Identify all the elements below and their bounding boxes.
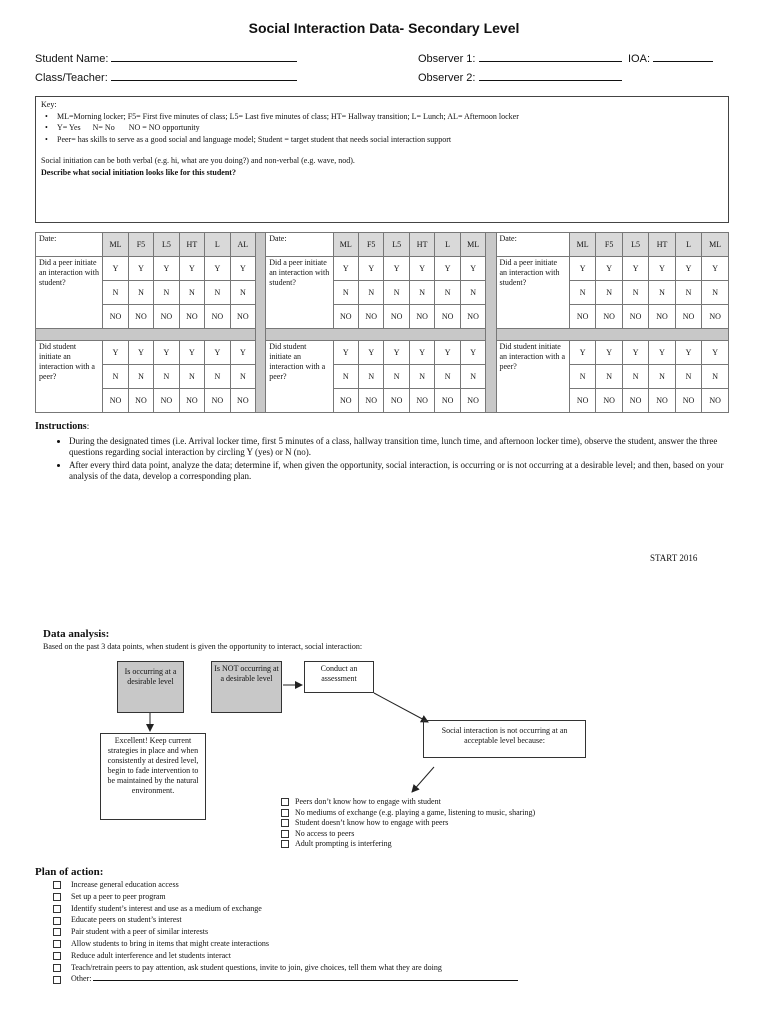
- observer1-label: Observer 1:: [418, 53, 476, 65]
- instruction-item: • During the designated times (i.e. Arrival locker time, first 5 minutes of a class, hallway transition time, lunch time, and afternoon locker time), observe the student, answer the three questions regarding social interaction by circling Y (yes) or N (no).: [69, 436, 735, 458]
- response-no-opportunity[interactable]: NO: [460, 389, 485, 413]
- response-yes[interactable]: Y: [460, 341, 485, 365]
- response-yes[interactable]: Y: [179, 257, 204, 281]
- data-analysis-heading: Data analysis:: [43, 628, 110, 640]
- plan-item[interactable]: Identify student’s interest and use as a medium of exchange: [53, 903, 518, 915]
- question-student-initiates: Did student initiate an interaction with a peer?: [266, 341, 333, 413]
- response-yes[interactable]: Y: [622, 341, 648, 365]
- key-heading: Key:: [41, 100, 57, 109]
- response-yes[interactable]: Y: [596, 257, 622, 281]
- checkbox[interactable]: [53, 893, 61, 901]
- observer2-label: Observer 2:: [418, 72, 476, 84]
- response-no-opportunity[interactable]: NO: [384, 305, 409, 329]
- plan-item[interactable]: Set up a peer to peer program: [53, 891, 518, 903]
- response-yes[interactable]: Y: [569, 341, 595, 365]
- col-header: ML: [103, 233, 128, 257]
- response-no-opportunity[interactable]: NO: [702, 305, 729, 329]
- response-yes[interactable]: Y: [649, 257, 675, 281]
- response-yes[interactable]: Y: [179, 341, 204, 365]
- response-yes[interactable]: Y: [154, 257, 179, 281]
- checkbox[interactable]: [53, 881, 61, 889]
- response-no[interactable]: N: [154, 365, 179, 389]
- response-yes[interactable]: Y: [702, 257, 729, 281]
- response-yes[interactable]: Y: [596, 341, 622, 365]
- date-cell[interactable]: Date:: [496, 233, 569, 257]
- plan-item[interactable]: Educate peers on student’s interest: [53, 914, 518, 926]
- checkbox[interactable]: [53, 952, 61, 960]
- response-no[interactable]: N: [569, 281, 595, 305]
- response-yes[interactable]: Y: [358, 341, 383, 365]
- plan-item-other[interactable]: Other:: [53, 973, 518, 985]
- response-no[interactable]: N: [358, 281, 383, 305]
- response-yes[interactable]: Y: [333, 341, 358, 365]
- response-no[interactable]: N: [649, 281, 675, 305]
- response-no[interactable]: N: [435, 365, 460, 389]
- response-no-opportunity[interactable]: NO: [460, 305, 485, 329]
- response-no[interactable]: N: [358, 365, 383, 389]
- plan-heading: Plan of action:: [35, 866, 104, 878]
- class-teacher-label: Class/Teacher:: [35, 72, 108, 84]
- response-no-opportunity[interactable]: NO: [333, 305, 358, 329]
- checkbox[interactable]: [281, 798, 289, 806]
- response-yes[interactable]: Y: [103, 257, 128, 281]
- response-yes[interactable]: Y: [384, 257, 409, 281]
- checkbox[interactable]: [53, 917, 61, 925]
- response-no[interactable]: N: [649, 365, 675, 389]
- response-no-opportunity[interactable]: NO: [154, 389, 179, 413]
- response-no[interactable]: N: [179, 365, 204, 389]
- plan-item[interactable]: Reduce adult interference and let students interact: [53, 950, 518, 962]
- response-no[interactable]: N: [569, 365, 595, 389]
- col-header: AL: [230, 233, 255, 257]
- question-peer-initiates: Did a peer initiate an interaction with student?: [266, 257, 333, 329]
- response-no[interactable]: N: [179, 281, 204, 305]
- response-no-opportunity[interactable]: NO: [358, 389, 383, 413]
- reason-item[interactable]: Student doesn’t know how to engage with peers: [281, 818, 535, 829]
- plan-item[interactable]: Allow students to bring in items that might create interactions: [53, 938, 518, 950]
- response-no-opportunity[interactable]: NO: [435, 389, 460, 413]
- plan-list: [53, 879, 518, 985]
- response-yes[interactable]: Y: [128, 257, 153, 281]
- response-no[interactable]: N: [675, 365, 701, 389]
- response-no[interactable]: N: [702, 365, 729, 389]
- response-no[interactable]: N: [460, 281, 485, 305]
- page-title: Social Interaction Data- Secondary Level: [248, 20, 520, 36]
- checkbox[interactable]: [281, 840, 289, 848]
- col-header: ML: [569, 233, 595, 257]
- response-yes[interactable]: Y: [435, 341, 460, 365]
- response-no-opportunity[interactable]: NO: [205, 389, 230, 413]
- response-no[interactable]: N: [675, 281, 701, 305]
- key-bullet: • Peer= has skills to serve as a good social and language model; Student = target student that needs social interaction support: [57, 134, 723, 146]
- checkbox[interactable]: [53, 928, 61, 936]
- col-header: ML: [333, 233, 358, 257]
- ioa-label: IOA:: [628, 53, 651, 65]
- response-no-opportunity[interactable]: NO: [409, 389, 434, 413]
- instruction-item: • After every third data point, analyze the data; determine if, when given the opportunity, social interaction, is occurring or is not occurring at a desirable level; and then, based on your analysis of the data, develop a corresponding plan.: [69, 460, 735, 482]
- plan-item[interactable]: Increase general education access: [53, 879, 518, 891]
- response-yes[interactable]: Y: [460, 257, 485, 281]
- response-no-opportunity[interactable]: NO: [675, 389, 701, 413]
- student-name-label: Student Name:: [35, 53, 109, 65]
- response-yes[interactable]: Y: [358, 257, 383, 281]
- response-yes[interactable]: Y: [154, 341, 179, 365]
- col-header: F5: [128, 233, 153, 257]
- col-header: L5: [622, 233, 648, 257]
- checkbox[interactable]: [53, 964, 61, 972]
- response-yes[interactable]: Y: [205, 257, 230, 281]
- col-header: HT: [409, 233, 434, 257]
- instructions-heading: Instructions: [35, 421, 87, 432]
- response-no[interactable]: N: [230, 365, 255, 389]
- response-no[interactable]: N: [622, 365, 648, 389]
- response-no-opportunity[interactable]: NO: [128, 389, 153, 413]
- box-not-occurring: Is NOT occurring at a desirable level: [211, 661, 282, 713]
- response-no[interactable]: N: [103, 281, 128, 305]
- response-no-opportunity[interactable]: NO: [128, 305, 153, 329]
- response-yes[interactable]: Y: [649, 341, 675, 365]
- plan-item[interactable]: Teach/retrain peers to pay attention, ask student questions, invite to join, give choices, tell them what they are doing: [53, 962, 518, 974]
- response-no-opportunity[interactable]: NO: [622, 305, 648, 329]
- question-peer-initiates: Did a peer initiate an interaction with student?: [496, 257, 569, 329]
- response-yes[interactable]: Y: [569, 257, 595, 281]
- response-no-opportunity[interactable]: NO: [569, 389, 595, 413]
- box-assessment: Conduct an assessment: [304, 661, 374, 693]
- response-no-opportunity[interactable]: NO: [358, 305, 383, 329]
- response-yes[interactable]: Y: [230, 341, 255, 365]
- response-no-opportunity[interactable]: NO: [596, 305, 622, 329]
- response-yes[interactable]: Y: [675, 341, 701, 365]
- response-no[interactable]: N: [154, 281, 179, 305]
- col-header: L5: [154, 233, 179, 257]
- col-header: L5: [384, 233, 409, 257]
- response-no[interactable]: N: [205, 365, 230, 389]
- response-yes[interactable]: Y: [622, 257, 648, 281]
- response-no-opportunity[interactable]: NO: [435, 305, 460, 329]
- checkbox[interactable]: [53, 976, 61, 984]
- question-peer-initiates: Did a peer initiate an interaction with student?: [36, 257, 103, 329]
- data-analysis-subheading: Based on the past 3 data points, when student is given the opportunity to interact, social interaction:: [43, 642, 363, 651]
- question-student-initiates: Did student initiate an interaction with a peer?: [36, 341, 103, 413]
- footer-code: START 2016: [650, 553, 698, 563]
- box-occurring: Is occurring at a desirable level: [117, 661, 184, 713]
- col-header: L: [435, 233, 460, 257]
- response-no-opportunity[interactable]: NO: [179, 305, 204, 329]
- response-no[interactable]: N: [409, 281, 434, 305]
- response-yes[interactable]: Y: [333, 257, 358, 281]
- checkbox[interactable]: [281, 830, 289, 838]
- response-no[interactable]: N: [103, 365, 128, 389]
- box-excellent: Excellent! Keep current strategies in place and when consistently at desired level, begin to fade intervention to be maintained by the natural environment.: [100, 733, 206, 820]
- response-yes[interactable]: Y: [409, 341, 434, 365]
- col-header: L: [205, 233, 230, 257]
- response-no[interactable]: N: [596, 365, 622, 389]
- response-no-opportunity[interactable]: NO: [569, 305, 595, 329]
- response-no[interactable]: N: [435, 281, 460, 305]
- checkbox[interactable]: [281, 809, 289, 817]
- response-yes[interactable]: Y: [384, 341, 409, 365]
- col-header: HT: [649, 233, 675, 257]
- reason-item[interactable]: Adult prompting is interfering: [281, 839, 535, 850]
- response-no[interactable]: N: [128, 281, 153, 305]
- response-no-opportunity[interactable]: NO: [622, 389, 648, 413]
- checkbox[interactable]: [53, 940, 61, 948]
- response-no[interactable]: N: [596, 281, 622, 305]
- response-yes[interactable]: Y: [128, 341, 153, 365]
- col-header: ML: [702, 233, 729, 257]
- response-no-opportunity[interactable]: NO: [230, 305, 255, 329]
- reason-item[interactable]: No mediums of exchange (e.g. playing a game, listening to music, sharing): [281, 808, 535, 819]
- response-no[interactable]: N: [702, 281, 729, 305]
- response-no-opportunity[interactable]: NO: [333, 389, 358, 413]
- other-line[interactable]: [93, 973, 518, 981]
- key-bullet: • ML=Morning locker; F5= First five minutes of class; L5= Last five minutes of class; HT= Hallway transition; L= Lunch; AL= Afternoon locker: [57, 111, 723, 123]
- response-no[interactable]: N: [333, 281, 358, 305]
- key-note: Social initiation can be both verbal (e.g. hi, what are you doing?) and non-verbal (e.g. wave, nod).: [41, 156, 355, 165]
- response-no[interactable]: N: [409, 365, 434, 389]
- checkbox[interactable]: [281, 819, 289, 827]
- response-no[interactable]: N: [128, 365, 153, 389]
- date-cell[interactable]: Date:: [266, 233, 333, 257]
- col-header: F5: [358, 233, 383, 257]
- response-yes[interactable]: Y: [103, 341, 128, 365]
- key-prompt: Describe what social initiation looks like for this student?: [41, 167, 236, 177]
- response-no-opportunity[interactable]: NO: [649, 305, 675, 329]
- response-no-opportunity[interactable]: NO: [384, 389, 409, 413]
- question-student-initiates: Did student initiate an interaction with a peer?: [496, 341, 569, 413]
- response-no-opportunity[interactable]: NO: [179, 389, 204, 413]
- response-no[interactable]: N: [205, 281, 230, 305]
- response-no[interactable]: N: [622, 281, 648, 305]
- response-yes[interactable]: Y: [675, 257, 701, 281]
- response-no-opportunity[interactable]: NO: [596, 389, 622, 413]
- response-no[interactable]: N: [333, 365, 358, 389]
- instructions-section: Instructions: • During the designated times (i.e. Arrival locker time, first 5 minutes of a class, hallway transition time, lunch time, and afternoon locker time), observe the student, answer the three questions regarding social interaction by circling Y (yes) or N (no). • After every third data point, analyze the data; determine if, when given the opportunity, social interaction, is occurring or is not occurring at a desirable level; and then, based on your analysis of the data, develop a corresponding plan.: [35, 421, 735, 484]
- response-yes[interactable]: Y: [205, 341, 230, 365]
- col-header: L: [675, 233, 701, 257]
- response-yes[interactable]: Y: [435, 257, 460, 281]
- response-no-opportunity[interactable]: NO: [409, 305, 434, 329]
- response-no-opportunity[interactable]: NO: [205, 305, 230, 329]
- response-no-opportunity[interactable]: NO: [702, 389, 729, 413]
- response-yes[interactable]: Y: [409, 257, 434, 281]
- reason-item[interactable]: Peers don’t know how to engage with student: [281, 797, 535, 808]
- response-no[interactable]: N: [460, 365, 485, 389]
- reasons-list: [281, 797, 535, 850]
- response-no-opportunity[interactable]: NO: [154, 305, 179, 329]
- key-bullet: • Y= Yes N= No NO = NO opportunity: [57, 122, 723, 134]
- response-no-opportunity[interactable]: NO: [230, 389, 255, 413]
- response-no[interactable]: N: [230, 281, 255, 305]
- col-header: F5: [596, 233, 622, 257]
- response-no-opportunity[interactable]: NO: [675, 305, 701, 329]
- response-no[interactable]: N: [384, 281, 409, 305]
- response-no-opportunity[interactable]: NO: [103, 305, 128, 329]
- col-header: ML: [460, 233, 485, 257]
- box-not-acceptable: Social interaction is not occurring at an acceptable level because:: [423, 720, 586, 758]
- response-no[interactable]: N: [384, 365, 409, 389]
- col-header: HT: [179, 233, 204, 257]
- plan-item[interactable]: Pair student with a peer of similar interests: [53, 926, 518, 938]
- response-yes[interactable]: Y: [702, 341, 729, 365]
- response-no-opportunity[interactable]: NO: [103, 389, 128, 413]
- date-cell[interactable]: Date:: [36, 233, 103, 257]
- reason-item[interactable]: No access to peers: [281, 829, 535, 840]
- response-no-opportunity[interactable]: NO: [649, 389, 675, 413]
- checkbox[interactable]: [53, 905, 61, 913]
- response-yes[interactable]: Y: [230, 257, 255, 281]
